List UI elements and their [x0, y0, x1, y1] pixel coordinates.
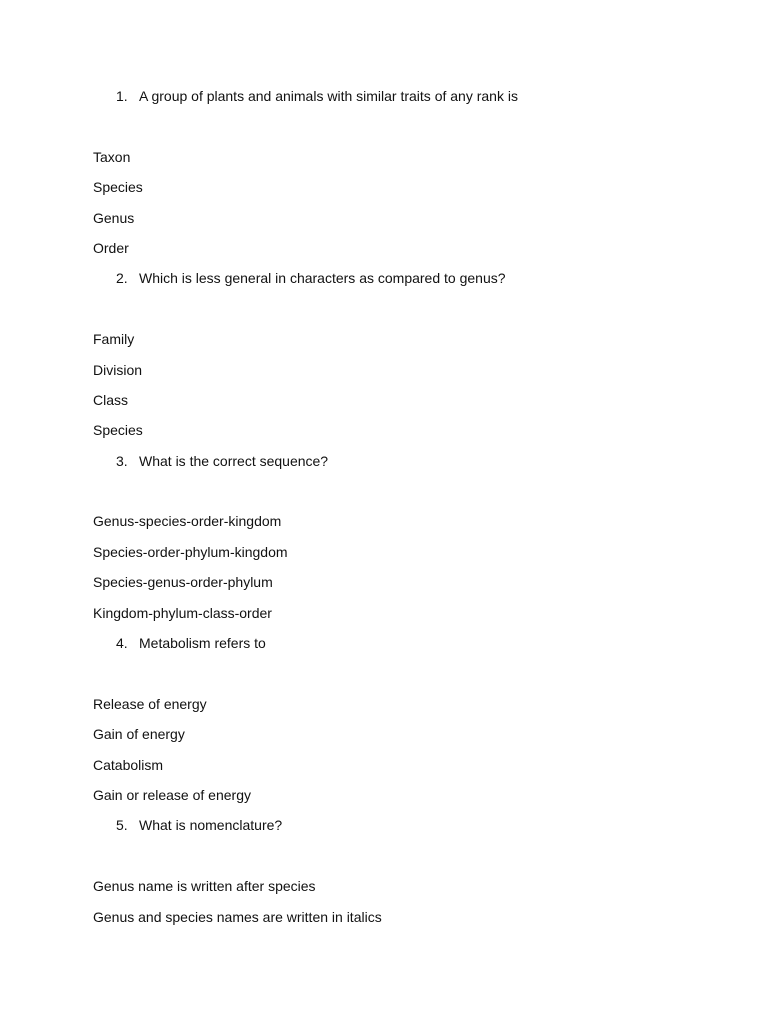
blank-line — [93, 663, 733, 693]
option-4-3: Catabolism — [93, 756, 164, 773]
question-5 — [93, 815, 733, 845]
question-text: What is nomenclature? — [139, 817, 283, 834]
question-text: Which is less general in characters as compared to genus? — [139, 270, 506, 287]
question-number: 1. — [116, 88, 128, 104]
blank-line — [93, 846, 733, 876]
question-number: 3. — [116, 452, 128, 469]
quiz-content — [93, 86, 733, 937]
question-text: Metabolism refers to — [139, 635, 266, 652]
option-2-1: Family — [93, 331, 135, 348]
question-text: What is the correct sequence? — [139, 452, 329, 469]
question-3 — [93, 451, 733, 481]
option-4-2: Gain of energy — [93, 726, 185, 743]
option-1-1: Taxon — [93, 148, 131, 165]
blank-line — [93, 116, 733, 146]
question-number: 2. — [116, 270, 128, 287]
option-4-1: Release of energy — [93, 695, 207, 712]
option-1-4: Order — [93, 239, 129, 256]
option-3-4: Kingdom-phylum-class-order — [93, 604, 272, 621]
option-2-3: Class — [93, 391, 129, 408]
question-text: A group of plants and animals with similar traits of any rank is — [139, 88, 518, 104]
option-3-3: Species-genus-order-phylum — [93, 574, 273, 591]
question-2 — [93, 268, 733, 298]
option-3-1: Genus-species-order-kingdom — [93, 513, 282, 530]
option-2-2: Division — [93, 361, 143, 378]
question-number: 5. — [116, 817, 128, 834]
option-3-2: Species-order-phylum-kingdom — [93, 543, 288, 560]
option-2-4: Species — [93, 422, 143, 439]
question-1 — [93, 86, 733, 116]
question-4 — [93, 633, 733, 663]
blank-line — [93, 481, 733, 511]
option-5-1: Genus name is written after species — [93, 878, 316, 895]
option-1-3: Genus — [93, 209, 135, 226]
blank-line — [93, 299, 733, 329]
option-4-4: Gain or release of energy — [93, 786, 251, 803]
option-1-2: Species — [93, 179, 143, 196]
option-5-2: Genus and species names are written in italics — [93, 908, 382, 925]
question-number: 4. — [116, 635, 128, 652]
